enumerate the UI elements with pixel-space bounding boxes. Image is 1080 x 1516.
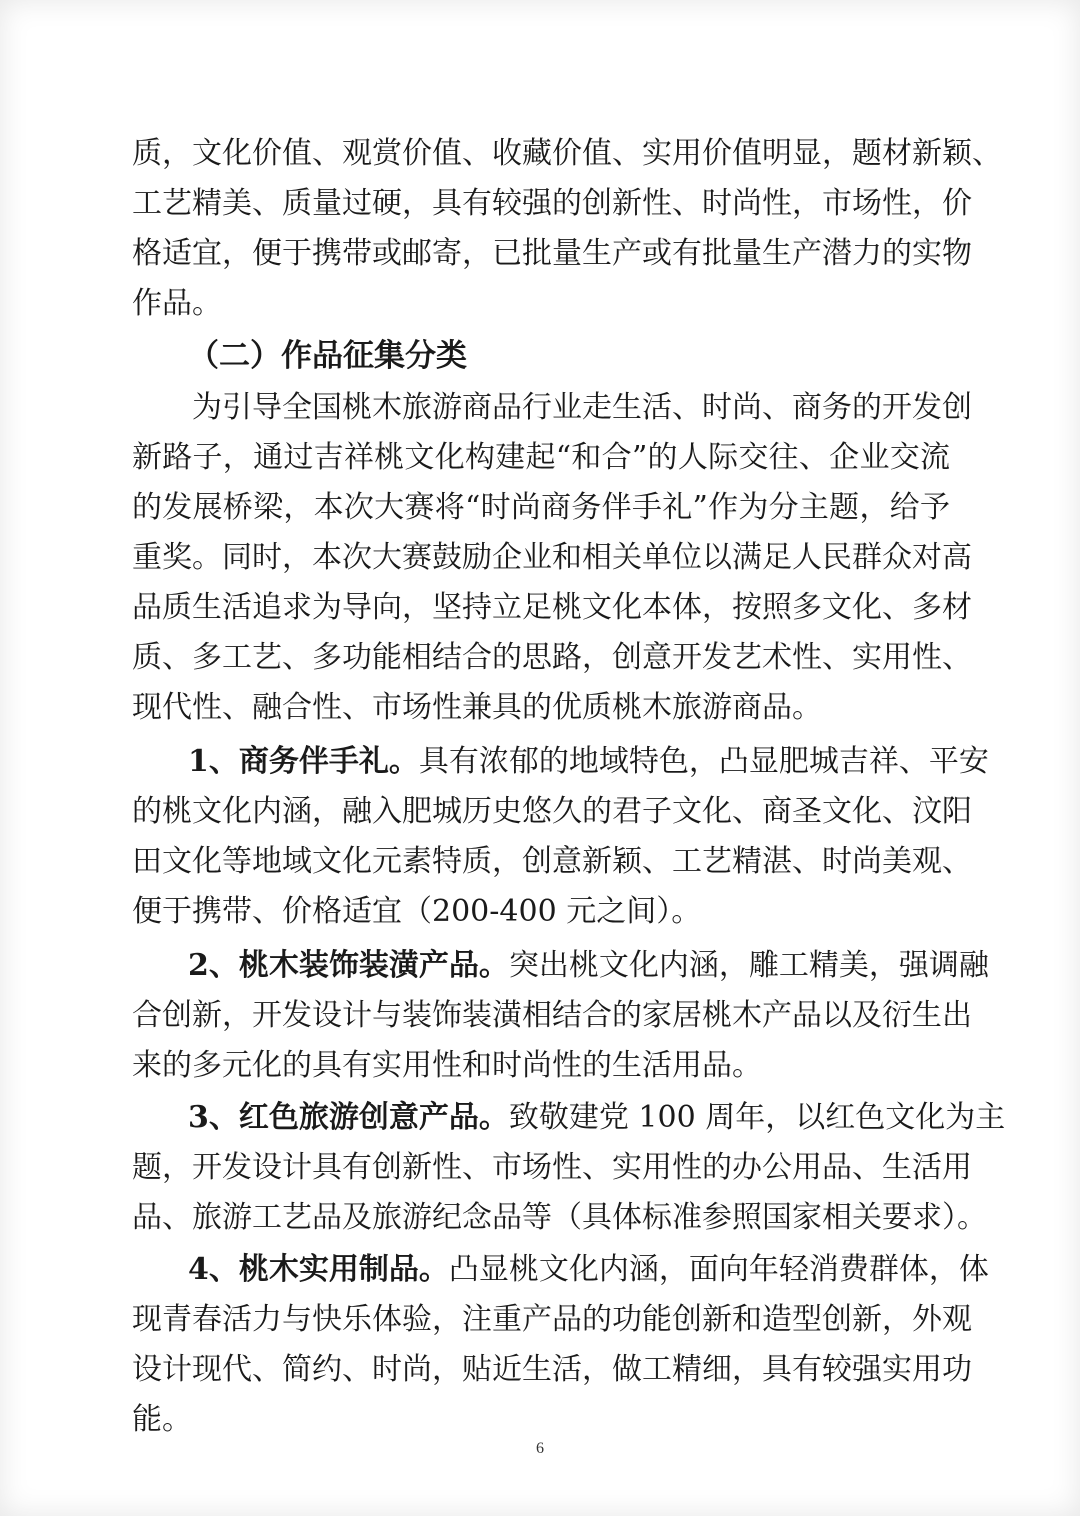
- paragraph-line: 重奖。同时，本次大赛鼓励企业和相关单位以满足人民群众对高: [132, 540, 972, 575]
- list-item-4-first-line: [188, 1250, 989, 1290]
- paragraph-line: 现代性、融合性、市场性兼具的优质桃木旅游商品。: [132, 690, 822, 725]
- list-item-title: 2、桃木装饰装潢产品。: [188, 948, 509, 983]
- list-item-text: 具有浓郁的地域特色，凸显肥城吉祥、平安: [418, 744, 989, 779]
- paragraph-line: 品质生活追求为导向，坚持立足桃文化本体，按照多文化、多材: [132, 590, 972, 625]
- list-item-2-first-line: [188, 946, 989, 986]
- paragraph-line: 为引导全国桃木旅游商品行业走生活、时尚、商务的开发创: [192, 390, 972, 425]
- paragraph-line: 格适宜，便于携带或邮寄，已批量生产或有批量生产潜力的实物: [132, 236, 972, 271]
- paragraph-line: 设计现代、简约、时尚，贴近生活，做工精细，具有较强实用功: [132, 1352, 972, 1387]
- paragraph-line: 质，文化价值、观赏价值、收藏价值、实用价值明显，题材新颖、: [132, 136, 1002, 171]
- paragraph-line: 质、多工艺、多功能相结合的思路，创意开发艺术性、实用性、: [132, 640, 972, 675]
- paragraph-line: 题，开发设计具有创新性、市场性、实用性的办公用品、生活用: [132, 1150, 972, 1185]
- paragraph-line: 的发展桥梁，本次大赛将“时尚商务伴手礼”作为分主题，给予: [132, 490, 950, 525]
- list-item-title: 4、桃木实用制品。: [188, 1252, 449, 1287]
- paragraph-line: 工艺精美、质量过硬，具有较强的创新性、时尚性，市场性，价: [132, 186, 972, 221]
- list-item-text: 凸显桃文化内涵，面向年轻消费群体，体: [448, 1252, 989, 1287]
- paragraph-line: 新路子，通过吉祥桃文化构建起“和合”的人际交往、企业交流: [132, 440, 950, 475]
- list-item-1-first-line: [188, 742, 989, 782]
- section-heading: （二）作品征集分类: [188, 338, 467, 374]
- page-number: 6: [536, 1440, 544, 1457]
- paragraph-line: 的桃文化内涵，融入肥城历史悠久的君子文化、商圣文化、汶阳: [132, 794, 972, 829]
- list-item-text: 突出桃文化内涵，雕工精美，强调融: [508, 948, 989, 983]
- paragraph-line: 作品。: [132, 286, 222, 321]
- paragraph-line: 品、旅游工艺品及旅游纪念品等（具体标准参照国家相关要求）。: [132, 1200, 987, 1235]
- list-item-title: 1、商务伴手礼。: [188, 744, 419, 779]
- list-item-text: 致敬建党 100 周年，以红色文化为主: [508, 1100, 1006, 1135]
- paragraph-line: 田文化等地域文化元素特质，创意新颖、工艺精湛、时尚美观、: [132, 844, 972, 879]
- paragraph-line: 现青春活力与快乐体验，注重产品的功能创新和造型创新，外观: [132, 1302, 972, 1337]
- paragraph-line: 便于携带、价格适宜（200-400 元之间）。: [132, 894, 702, 929]
- list-item-3-first-line: [188, 1098, 1006, 1138]
- paragraph-line: 能。: [132, 1402, 192, 1437]
- list-item-title: 3、红色旅游创意产品。: [188, 1100, 509, 1135]
- paragraph-line: 合创新，开发设计与装饰装潢相结合的家居桃木产品以及衍生出: [132, 998, 972, 1033]
- paragraph-line: 来的多元化的具有实用性和时尚性的生活用品。: [132, 1048, 762, 1083]
